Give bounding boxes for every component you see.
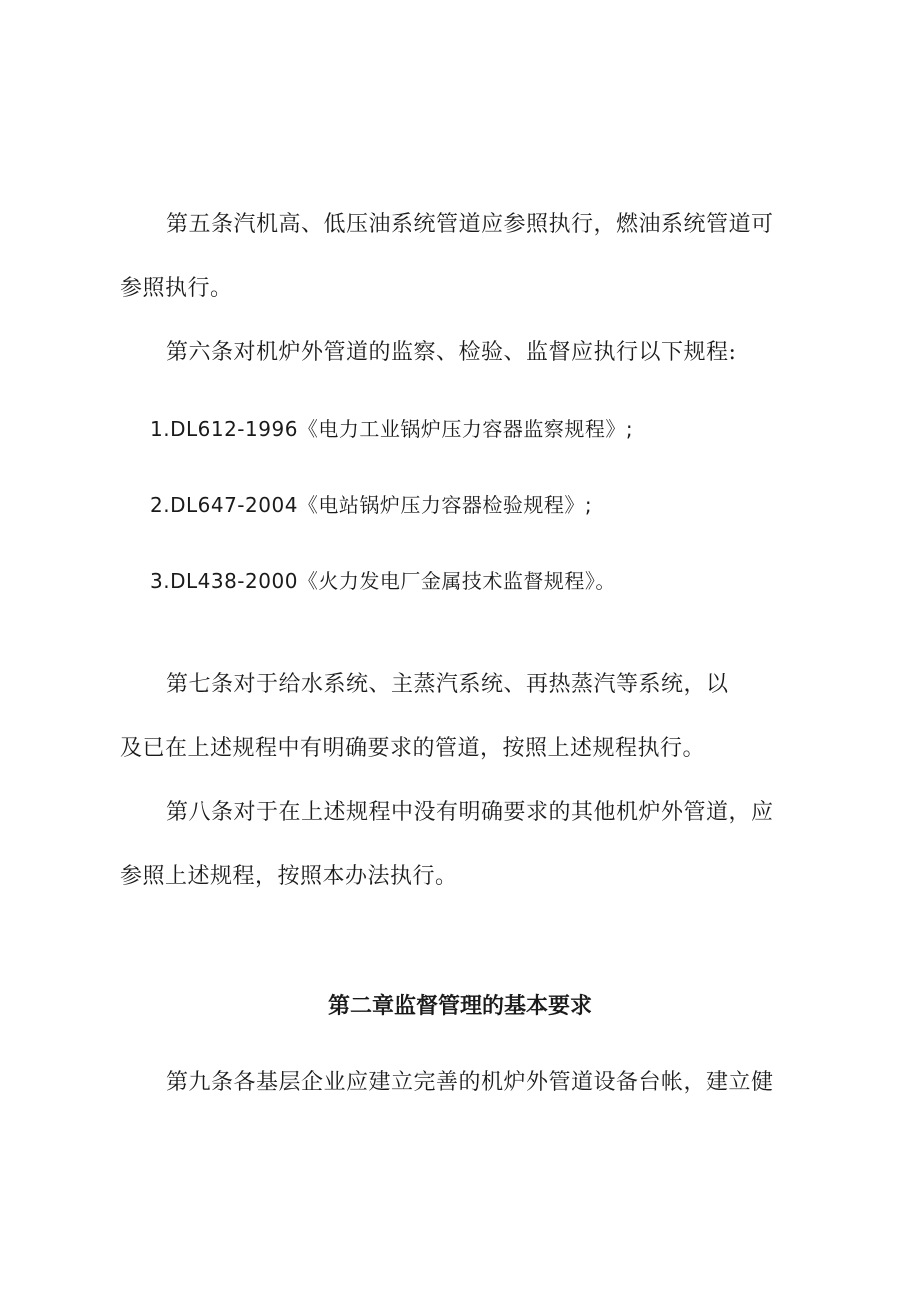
article-7-line-2: 及已在上述规程中有明确要求的管道，按照上述规程执行。 (120, 736, 706, 761)
regulation-list-item-2: 2.DL647-2004《电站锅炉压力容器检验规程》; (150, 493, 593, 517)
regulation-list-item-3: 3.DL438-2000《火力发电厂金属技术监督规程》。 (150, 569, 616, 593)
regulation-list-item-1: 1.DL612-1996《电力工业锅炉压力容器监察规程》; (150, 417, 634, 441)
article-7-line-1: 第七条对于给水系统、主蒸汽系统、再热蒸汽等系统，以 (166, 672, 729, 697)
article-9-line-1: 第九条各基层企业应建立完善的机炉外管道设备台帐，建立健 (166, 1070, 774, 1095)
article-5-line-2: 参照执行。 (120, 276, 233, 301)
article-8-line-1: 第八条对于在上述规程中没有明确要求的其他机炉外管道，应 (166, 800, 774, 825)
article-6-intro: 第六条对机炉外管道的监察、检验、监督应执行以下规程: (166, 340, 737, 365)
article-8-line-2: 参照上述规程，按照本办法执行。 (120, 864, 458, 889)
chapter-2-heading: 第二章监督管理的基本要求 (327, 994, 592, 1019)
article-5-line-1: 第五条汽机高、低压油系统管道应参照执行，燃油系统管道可 (166, 212, 774, 237)
